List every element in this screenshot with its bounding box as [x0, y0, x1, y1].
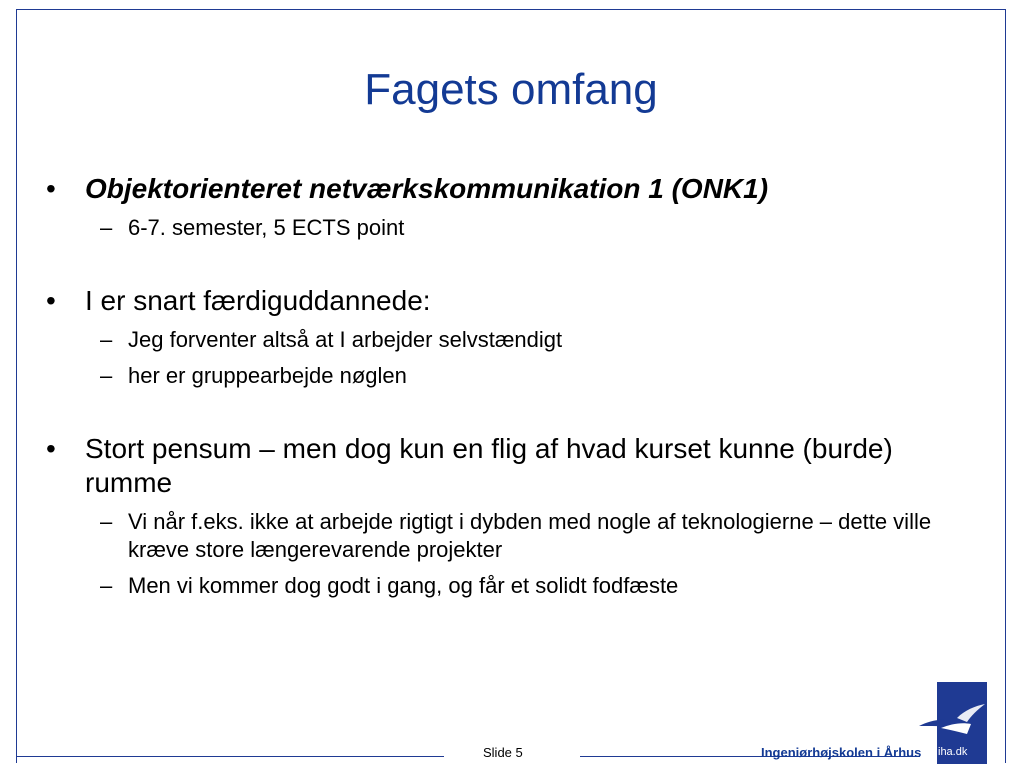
dash-icon: – [100, 573, 113, 598]
bullet-item-2 [46, 284, 966, 318]
sub-text: her er gruppearbejde nøglen [128, 363, 407, 388]
institution-name: Ingeniørhøjskolen i Århus [761, 745, 922, 760]
sub-item-2-2 [46, 362, 966, 390]
slide-body [46, 172, 966, 600]
dash-icon: – [100, 509, 113, 534]
dash-icon: – [100, 215, 113, 240]
sub-text: Vi når f.eks. ikke at arbejde rigtigt i dybden med nogle af teknologierne – dette ville kræve store længerevarende projekter [128, 509, 932, 562]
slide-number: Slide 5 [483, 745, 523, 760]
dash-icon: – [100, 327, 113, 352]
bullet-item-3 [46, 432, 966, 500]
bullet-icon: • [46, 433, 56, 464]
sub-item-1-1 [46, 214, 966, 242]
sub-text: Men vi kommer dog godt i gang, og får et solidt fodfæste [128, 573, 679, 598]
sub-item-3-2 [46, 572, 966, 600]
footer-line-left [16, 756, 444, 757]
sub-text: Jeg forventer altså at I arbejder selvstændigt [128, 327, 563, 352]
bullet-icon: • [46, 173, 56, 204]
bullet-text: Objektorienteret netværkskommunikation 1 (ONK1) [85, 173, 769, 204]
bullet-text: I er snart færdiguddannede: [85, 285, 431, 316]
slide-title: Fagets omfang [364, 65, 658, 114]
bullet-text: Stort pensum – men dog kun en flig af hvad kurset kunne (burde) rumme [85, 433, 893, 498]
logo-text: iha.dk [938, 746, 968, 758]
sub-item-2-1 [46, 326, 966, 354]
bullet-icon: • [46, 285, 56, 316]
sub-text: 6-7. semester, 5 ECTS point [128, 215, 405, 240]
dash-icon: – [100, 363, 113, 388]
sub-item-3-1 [46, 508, 966, 564]
bullet-item-1 [46, 172, 966, 206]
